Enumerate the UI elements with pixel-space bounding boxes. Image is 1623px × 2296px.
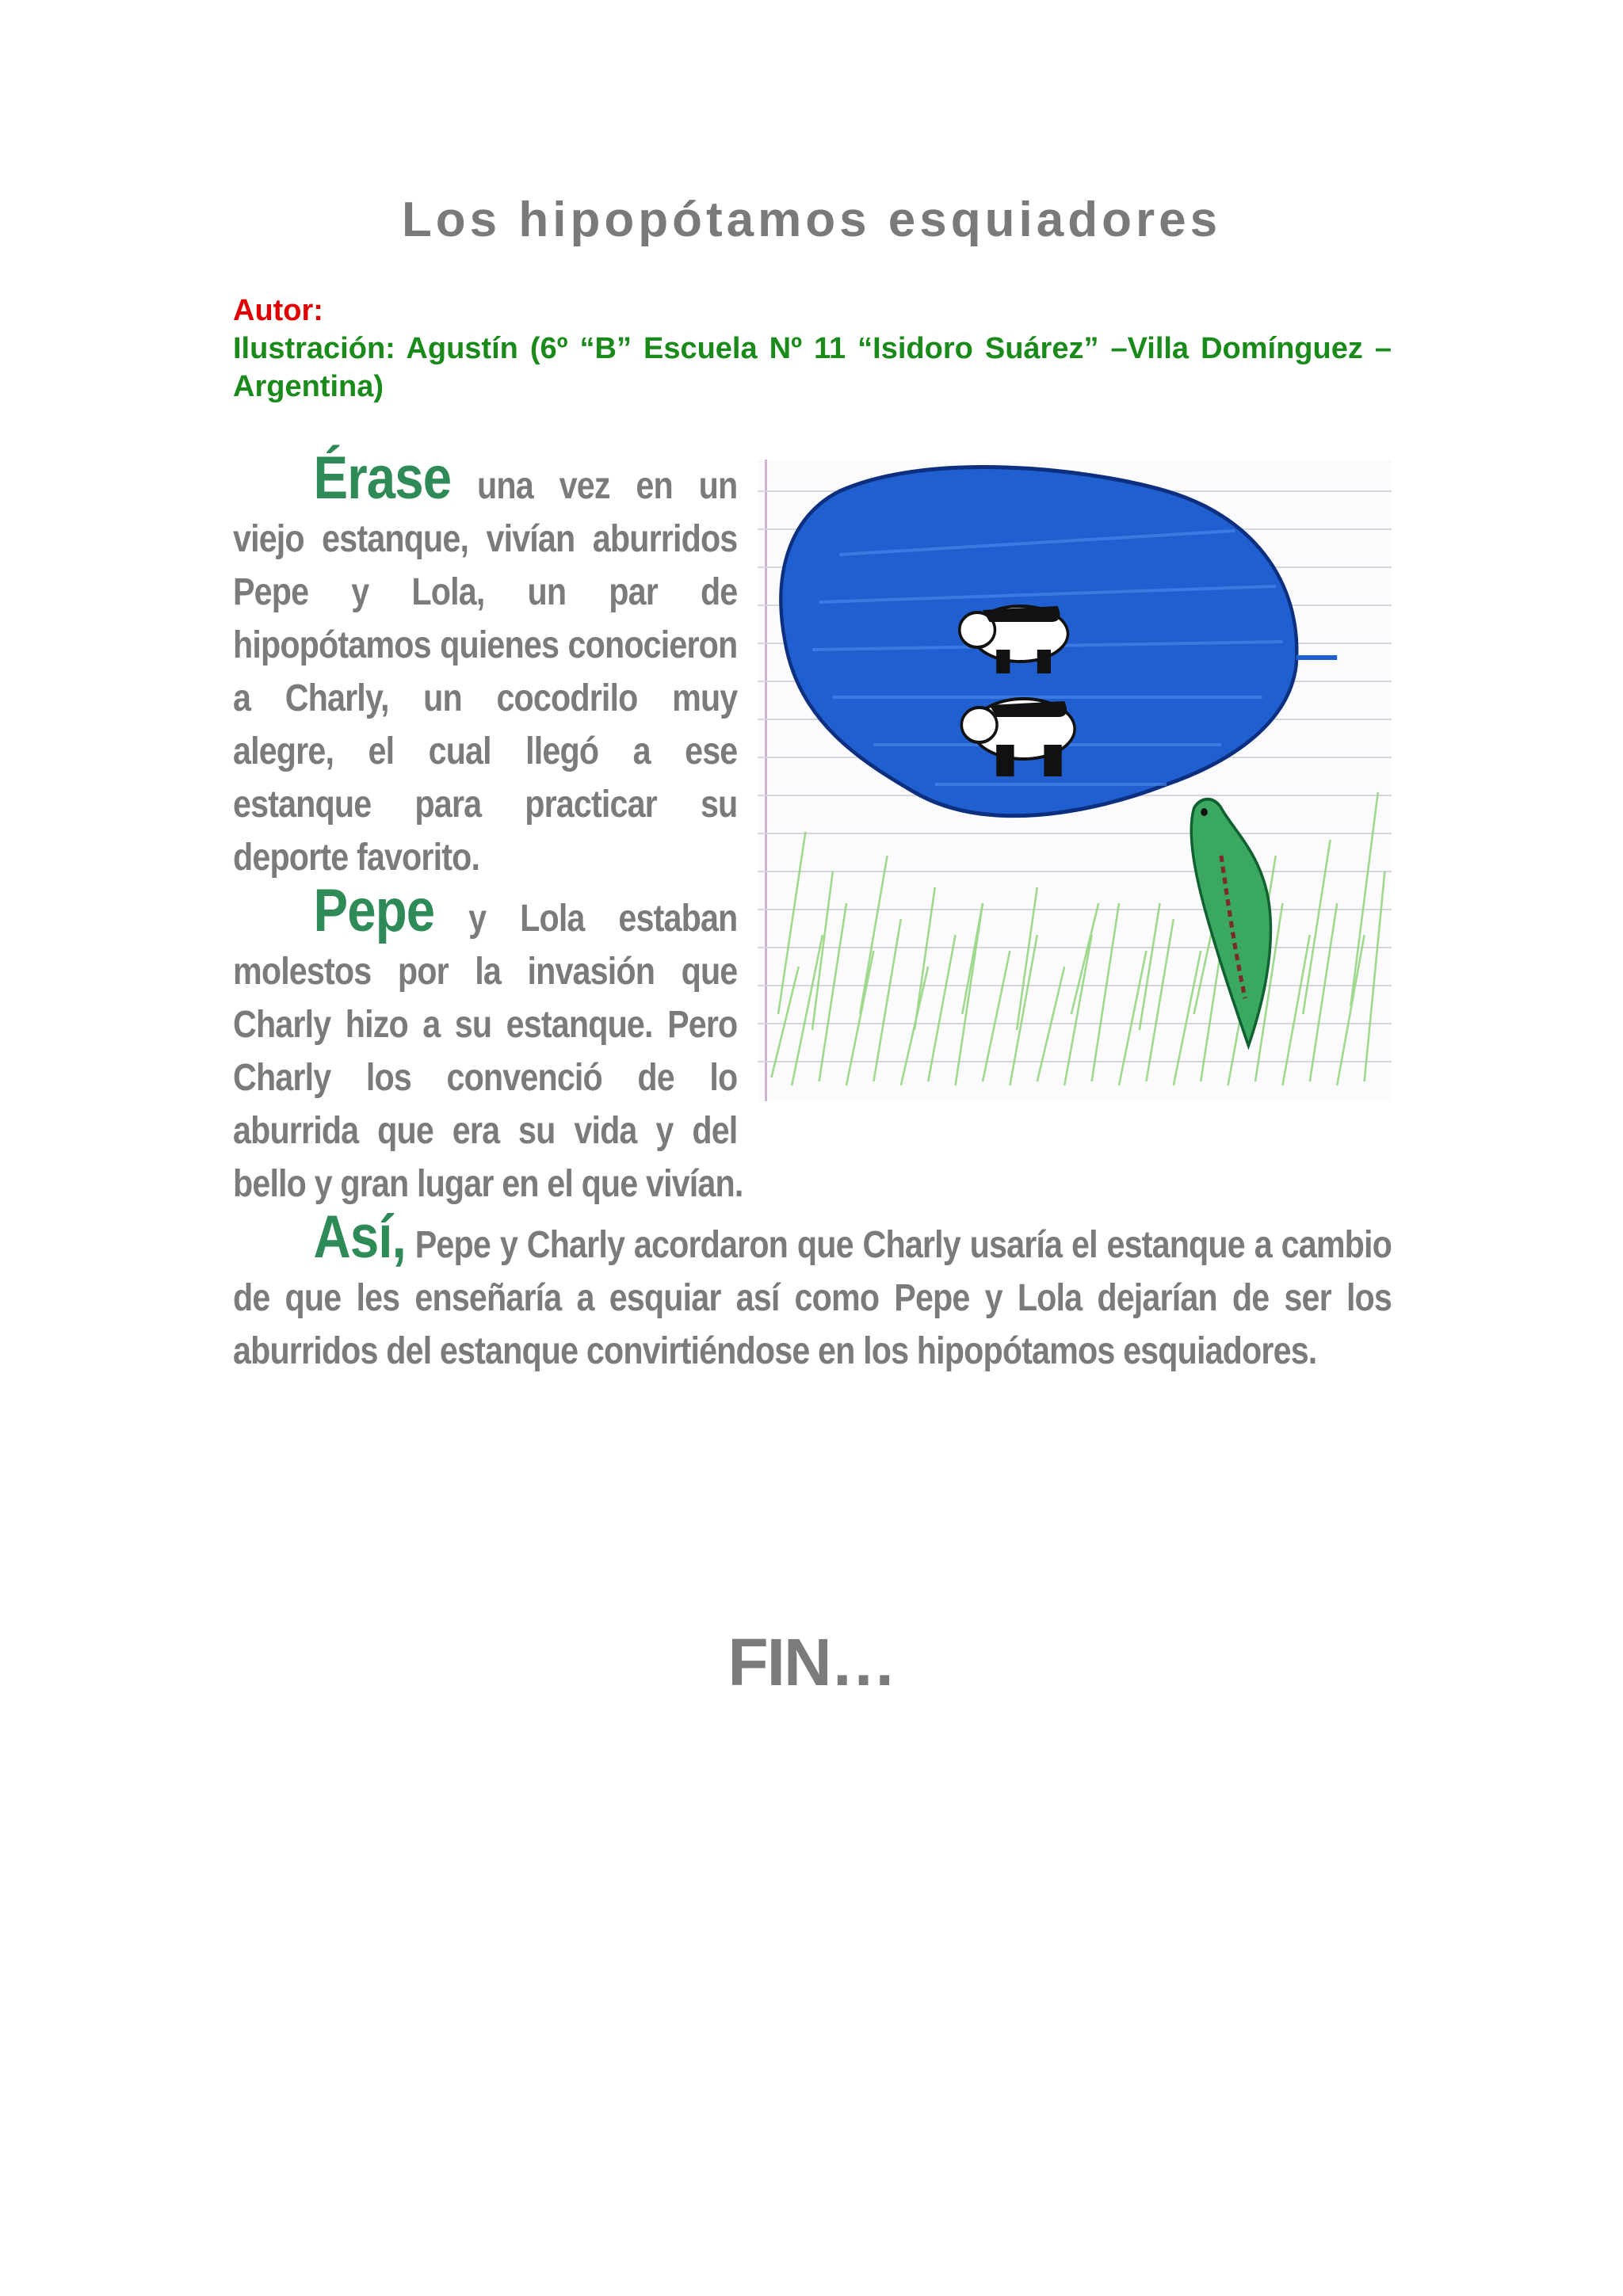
paragraph-3 xyxy=(233,1203,1392,1378)
story-illustration xyxy=(758,460,1392,1101)
paragraph-3-text: Pepe y Charly acordaron que Charly usaría el estanque a cambio de que les enseñaría a esquiar así como Pepe y Lola dejarían de ser los aburridos del estanque convirtiéndose en los hipopótamos esquiadores. xyxy=(233,1224,1392,1372)
paragraph-1-text: una vez en un viejo estanque, vivían aburridos Pepe y Lola, un par de hipopótamos quienes conocieron a Charly, un cocodrilo muy alegre, el cual llegó a ese estanque para practicar su deporte favorito. xyxy=(233,465,738,879)
story-body xyxy=(233,444,1392,1378)
document-title: Los hipopótamos esquiadores xyxy=(401,193,1222,247)
paragraph-3-lead: Así, xyxy=(313,1203,406,1271)
credits-block xyxy=(233,292,1392,406)
end-label: FIN… xyxy=(727,1625,896,1699)
illustration-credit: Ilustración: Agustín (6º “B” Escuela Nº 11 “Isidoro Suárez” –Villa Domínguez – Argentina) xyxy=(233,332,1392,403)
paragraph-2-text: y Lola estaban molestos por la invasión que Charly hizo a su estanque. Pero Charly los convenció de lo aburrida que era su vida y del bello y gran lugar en el que vivían. xyxy=(233,898,743,1205)
paragraph-2-lead: Pepe xyxy=(313,877,435,944)
child-drawing-icon xyxy=(758,460,1392,1101)
author-label: Autor: xyxy=(233,294,323,327)
paragraph-1-lead: Érase xyxy=(313,444,452,512)
